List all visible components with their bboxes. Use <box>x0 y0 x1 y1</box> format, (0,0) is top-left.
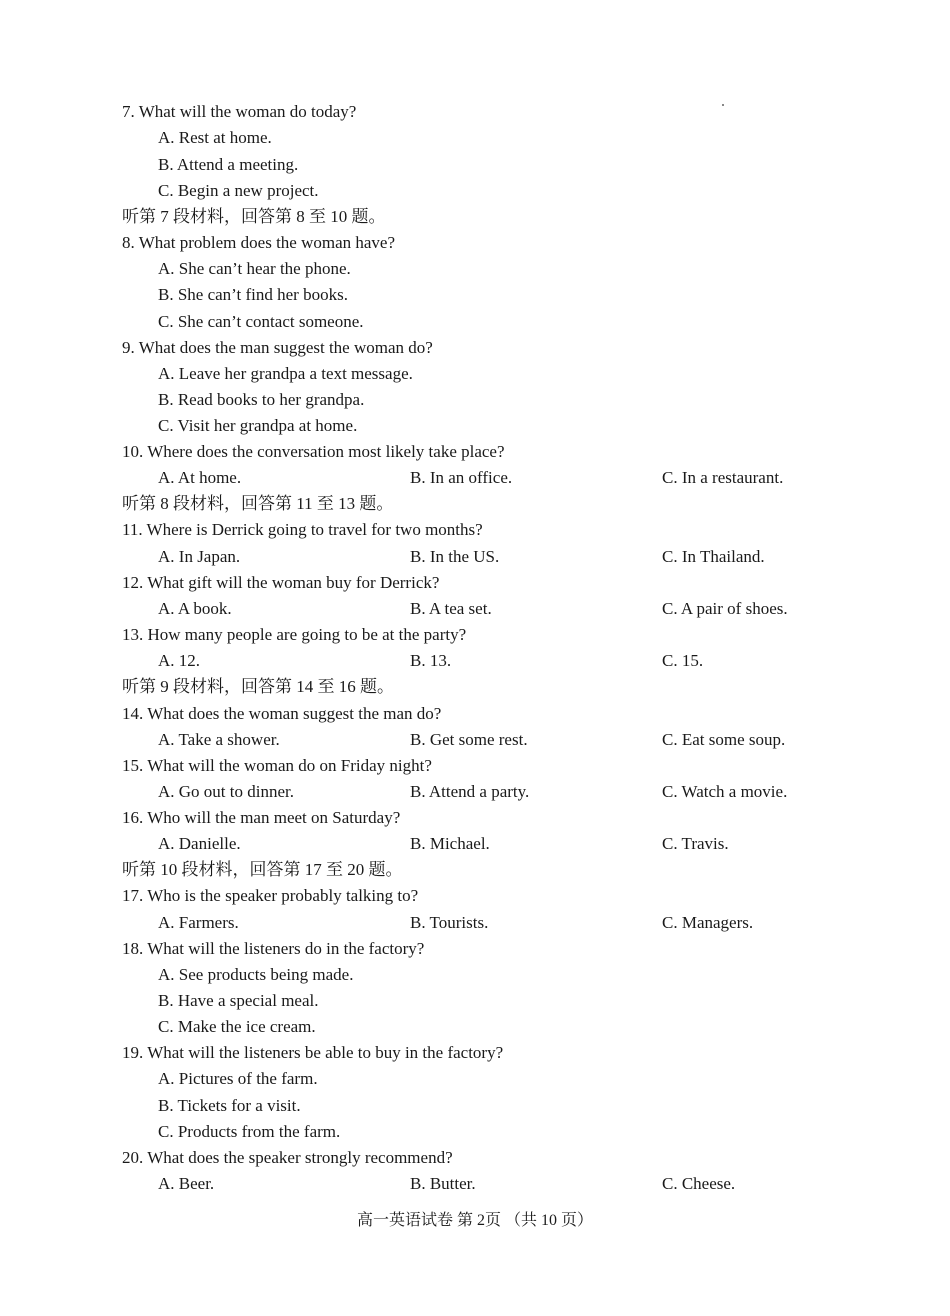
question-13: 13. How many people are going to be at the party? <box>122 625 467 644</box>
q20-option-c: C. Cheese. <box>662 1174 736 1193</box>
q13-option-a: A. 12. <box>158 651 201 670</box>
q14-option-c: C. Eat some soup. <box>662 730 786 749</box>
q10-option-a: A. At home. <box>158 468 242 487</box>
question-10: 10. Where does the conversation most likely take place? <box>122 442 505 461</box>
section-heading-10: 听第 10 段材料，回答第 17 至 20 题。 <box>122 860 403 879</box>
q7-option-c: C. Begin a new project. <box>158 181 319 200</box>
question-18: 18. What will the listeners do in the factory? <box>122 939 425 958</box>
q19-option-c: C. Products from the farm. <box>158 1122 341 1141</box>
question-17: 17. Who is the speaker probably talking to? <box>122 886 419 905</box>
q17-option-a: A. Farmers. <box>158 913 239 932</box>
question-19: 19. What will the listeners be able to buy in the factory? <box>122 1043 504 1062</box>
q12-option-b: B. A tea set. <box>410 599 492 618</box>
question-12: 12. What gift will the woman buy for Derrick? <box>122 573 440 592</box>
q10-option-b: B. In an office. <box>410 468 513 487</box>
q20-option-b: B. Butter. <box>410 1174 476 1193</box>
q16-option-b: B. Michael. <box>410 834 490 853</box>
q15-option-a: A. Go out to dinner. <box>158 782 294 801</box>
section-heading-7: 听第 7 段材料，回答第 8 至 10 题。 <box>122 207 386 226</box>
question-16: 16. Who will the man meet on Saturday? <box>122 808 401 827</box>
question-9: 9. What does the man suggest the woman do? <box>122 338 433 357</box>
q11-option-b: B. In the US. <box>410 547 500 566</box>
q15-option-c: C. Watch a movie. <box>662 782 788 801</box>
q8-option-b: B. She can’t find her books. <box>158 285 348 304</box>
q12-option-c: C. A pair of shoes. <box>662 599 788 618</box>
q19-option-b: B. Tickets for a visit. <box>158 1096 301 1115</box>
q17-option-c: C. Managers. <box>662 913 754 932</box>
q14-option-b: B. Get some rest. <box>410 730 528 749</box>
q9-option-c: C. Visit her grandpa at home. <box>158 416 358 435</box>
q13-option-b: B. 13. <box>410 651 452 670</box>
question-20: 20. What does the speaker strongly recommend? <box>122 1148 453 1167</box>
q14-option-a: A. Take a shower. <box>158 730 280 749</box>
section-heading-8: 听第 8 段材料，回答第 11 至 13 题。 <box>122 494 394 513</box>
q13-option-c: C. 15. <box>662 651 704 670</box>
q12-option-a: A. A book. <box>158 599 232 618</box>
q17-option-b: B. Tourists. <box>410 913 489 932</box>
question-11: 11. Where is Derrick going to travel for two months? <box>122 520 483 539</box>
q9-option-a: A. Leave her grandpa a text message. <box>158 364 413 383</box>
q19-option-a: A. Pictures of the farm. <box>158 1069 318 1088</box>
q8-option-c: C. She can’t contact someone. <box>158 312 364 331</box>
q8-option-a: A. She can’t hear the phone. <box>158 259 351 278</box>
q16-option-a: A. Danielle. <box>158 834 241 853</box>
q20-option-a: A. Beer. <box>158 1174 215 1193</box>
scan-speck <box>722 104 724 106</box>
q10-option-c: C. In a restaurant. <box>662 468 784 487</box>
question-14: 14. What does the woman suggest the man do? <box>122 704 442 723</box>
q18-option-a: A. See products being made. <box>158 965 354 984</box>
q15-option-b: B. Attend a party. <box>410 782 530 801</box>
q18-option-b: B. Have a special meal. <box>158 991 319 1010</box>
question-8: 8. What problem does the woman have? <box>122 233 396 252</box>
section-heading-9: 听第 9 段材料，回答第 14 至 16 题。 <box>122 677 394 696</box>
q11-option-c: C. In Thailand. <box>662 547 765 566</box>
q18-option-c: C. Make the ice cream. <box>158 1017 316 1036</box>
page-footer: 高一英语试卷 第 2页 （共 10 页） <box>356 1212 593 1229</box>
q7-option-a: A. Rest at home. <box>158 128 272 147</box>
question-7: 7. What will the woman do today? <box>122 102 357 121</box>
q9-option-b: B. Read books to her grandpa. <box>158 390 365 409</box>
q7-option-b: B. Attend a meeting. <box>158 155 299 174</box>
q16-option-c: C. Travis. <box>662 834 729 853</box>
question-15: 15. What will the woman do on Friday night? <box>122 756 432 775</box>
q11-option-a: A. In Japan. <box>158 547 241 566</box>
